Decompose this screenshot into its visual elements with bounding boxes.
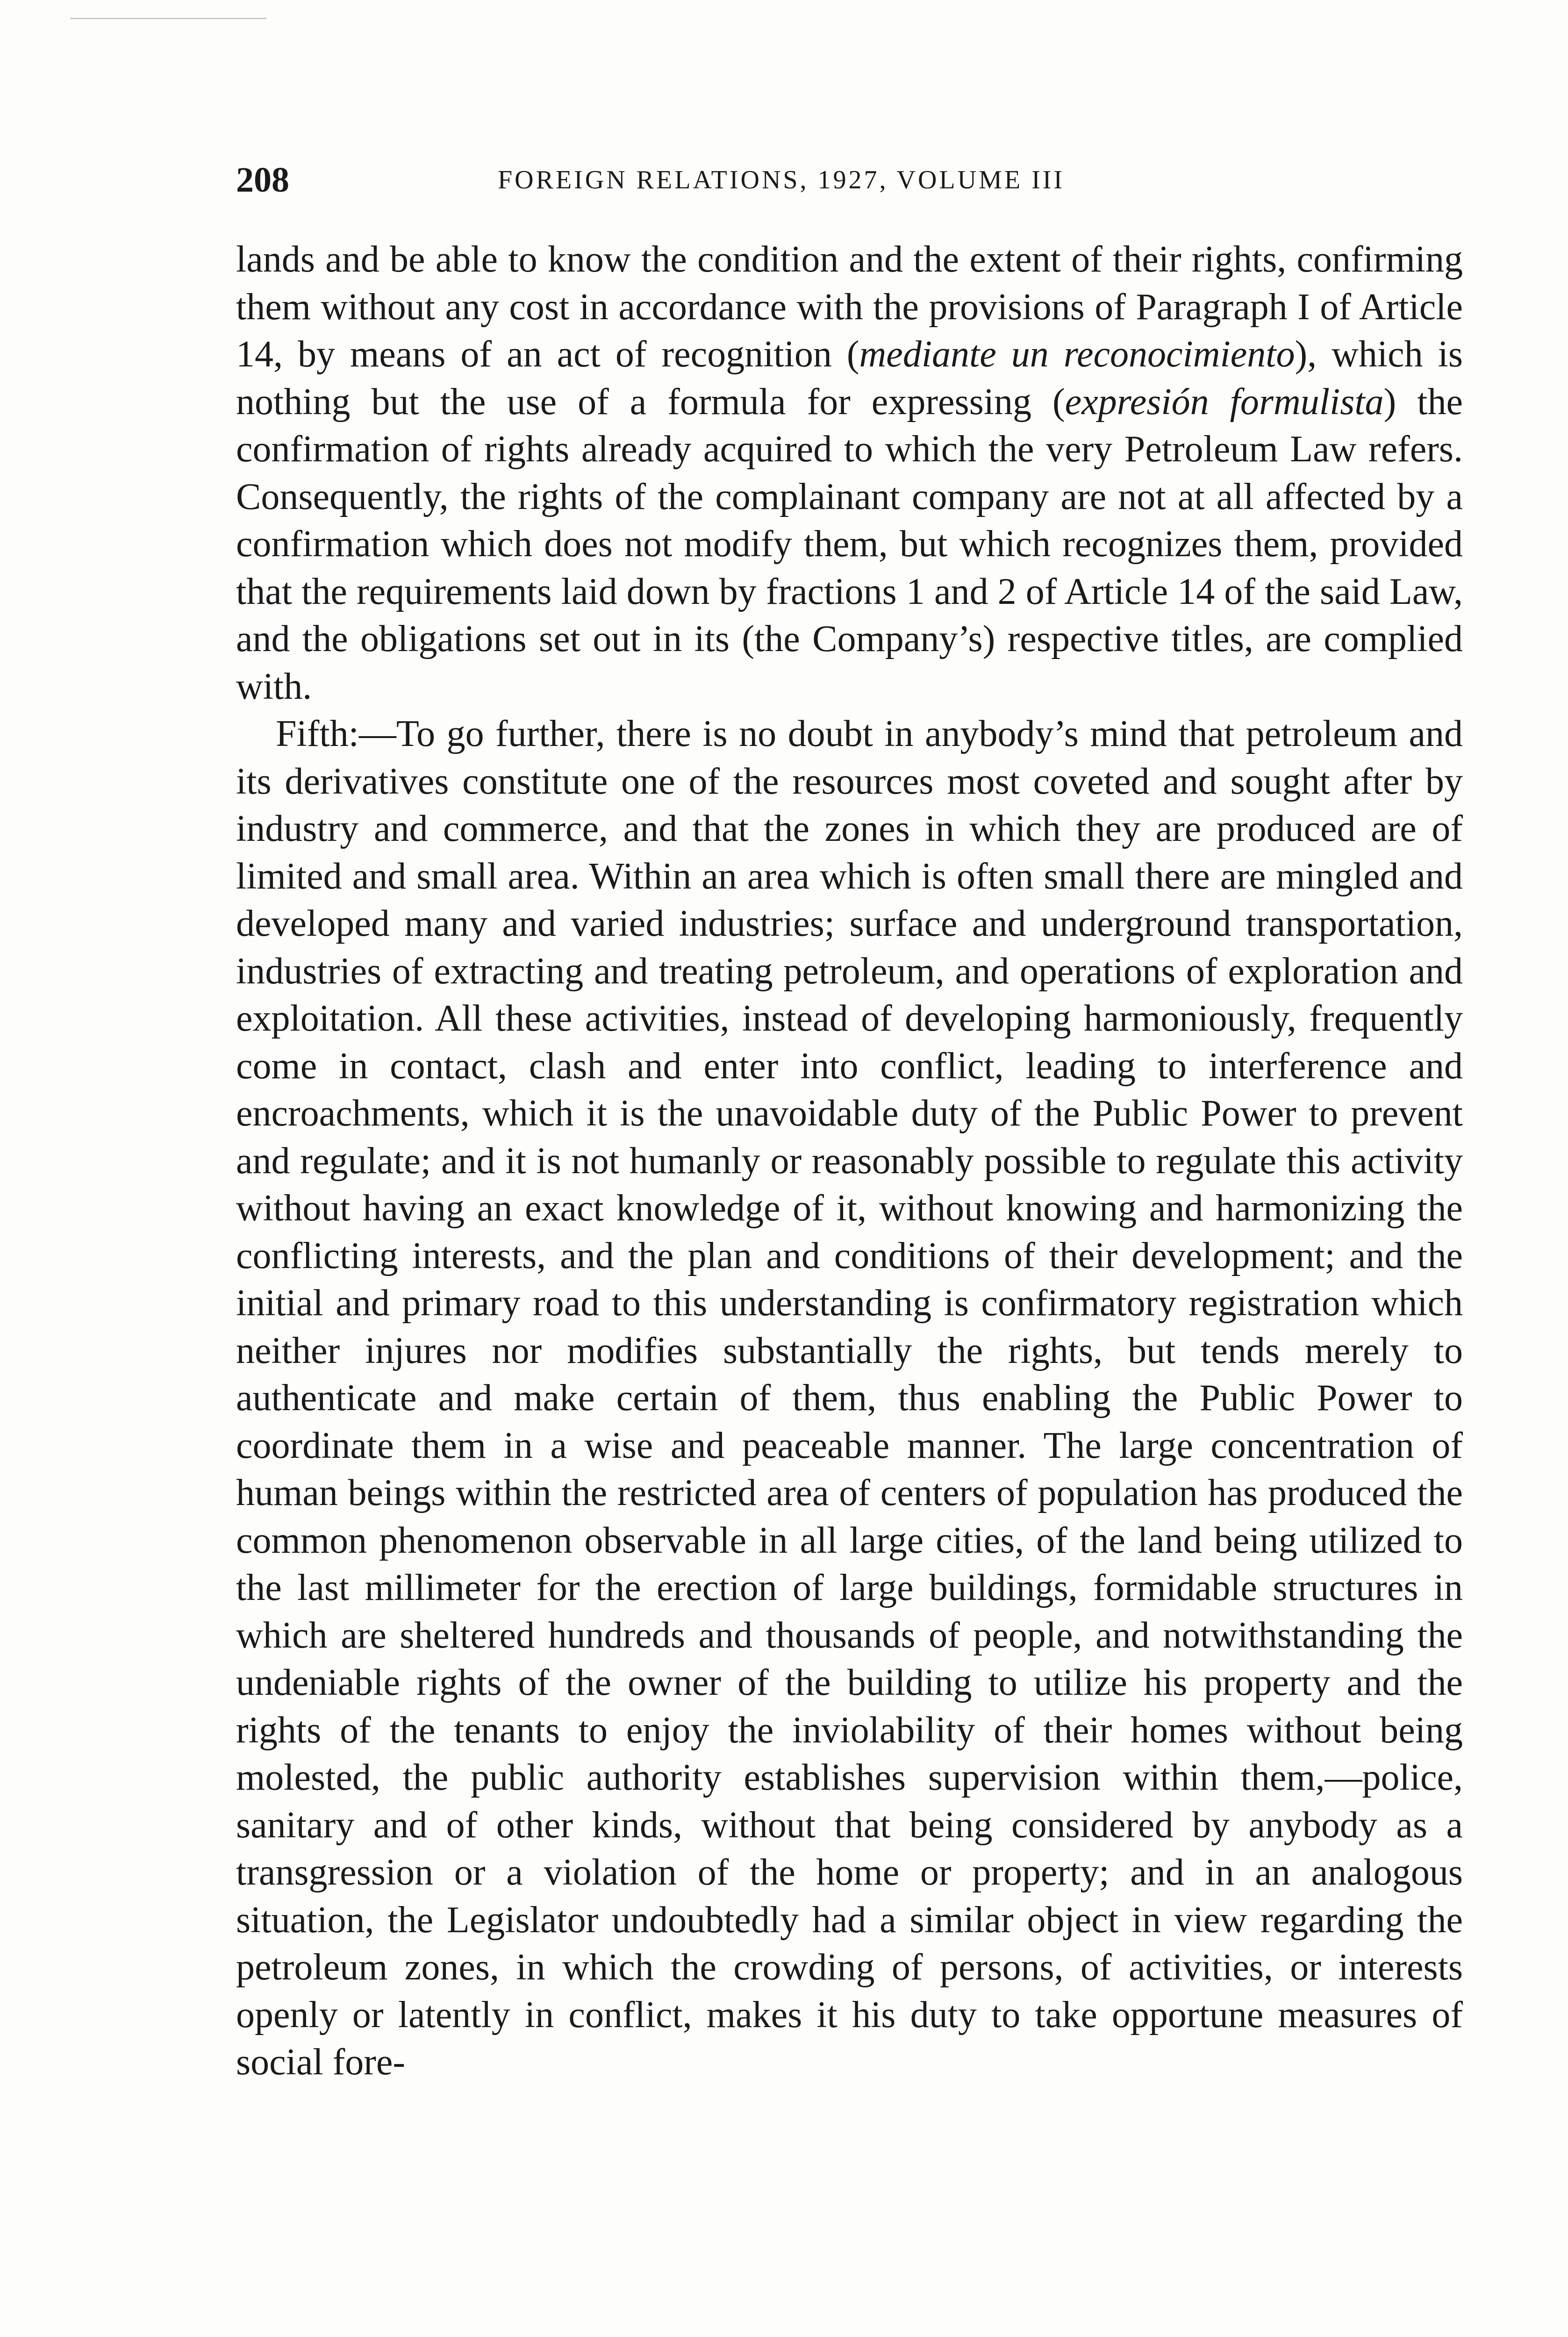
paragraph-fifth: Fifth:—To go further, there is no doubt in anybody’s mind that petroleum and its derivatives constitute one of the resources most coveted and sought after by industry and commerce, and that the zones in which they are produced are of limited and small area. Within an area which is often small there are mingled and developed many and varied industries; surface and underground transportation, industries of extracting and treating petroleum, and operations of exploration and exploitation. All these activities, instead of developing harmoniously, frequently come in contact, clash and enter into conflict, leading to interference and encroachments, which it is the unavoidable duty of the Public Power to prevent and regulate; and it is not humanly or reasonably possible to regulate this activity without having an exact knowledge of it, without knowing and harmonizing the conflicting interests, and the plan and conditions of their development; and the initial and primary road to this understanding is confirmatory registration which neither injures nor modifies substantially the rights, but tends merely to authenticate and make certain of them, thus enabling the Public Power to coordinate them in a wise and peaceable manner. The large concentration of human beings within the restricted area of centers of population has produced the common phenomenon observable in all large cities, of the land being utilized to the last millimeter for the erection of large buildings, formidable structures in which are sheltered hundreds and thousands of people, and notwithstanding the undeniable rights of the owner of the building to utilize his property and the rights of the tenants to enjoy the inviolability of their homes without being molested, the public authority establishes supervision within them,—police, sanitary and of other kinds, without that being considered by anybody as a transgression or a violation of the home or property; and in an analogous situation, the Legislator undoubtedly had a similar object in view regarding the petroleum zones, in which the crowding of persons, of activities, or interests openly or latently in conflict, makes it his duty to take opportune measures of social fore-	[236, 713, 1463, 2083]
page-header	[236, 154, 1517, 206]
paragraph-1-text-c: ) the confirmation of rights already acquired to which the very Petroleum Law refers. Consequently, the rights of the complainant company are not at all affected by a confirmation which does not modify them, but which recognizes them, provided that the requirements laid down by fractions 1 and 2 of Article 14 of the said Law, and the obligations set out in its (the Company’s) respective titles, are complied with.	[236, 381, 1463, 707]
running-title: FOREIGN RELATIONS, 1927, VOLUME III	[498, 165, 1065, 194]
spanish-phrase-reconocimiento: mediante un reconocimiento	[859, 334, 1295, 375]
paragraph-1-text-b: ), which is nothing but the use of a formula for expressing (	[236, 334, 1463, 423]
page-number: 208	[236, 160, 289, 200]
paragraph-1-text-a: lands and be able to know the condition and the extent of their rights, confirming them without any cost in accordance with the provisions of Paragraph I of Article 14, by means of an act of recognition (	[236, 239, 1463, 375]
paragraph-continued	[236, 236, 1463, 710]
scan-artifact-line	[70, 18, 266, 19]
body-text	[236, 236, 1463, 2086]
spanish-phrase-expresion: expresión formulista	[1065, 381, 1384, 423]
